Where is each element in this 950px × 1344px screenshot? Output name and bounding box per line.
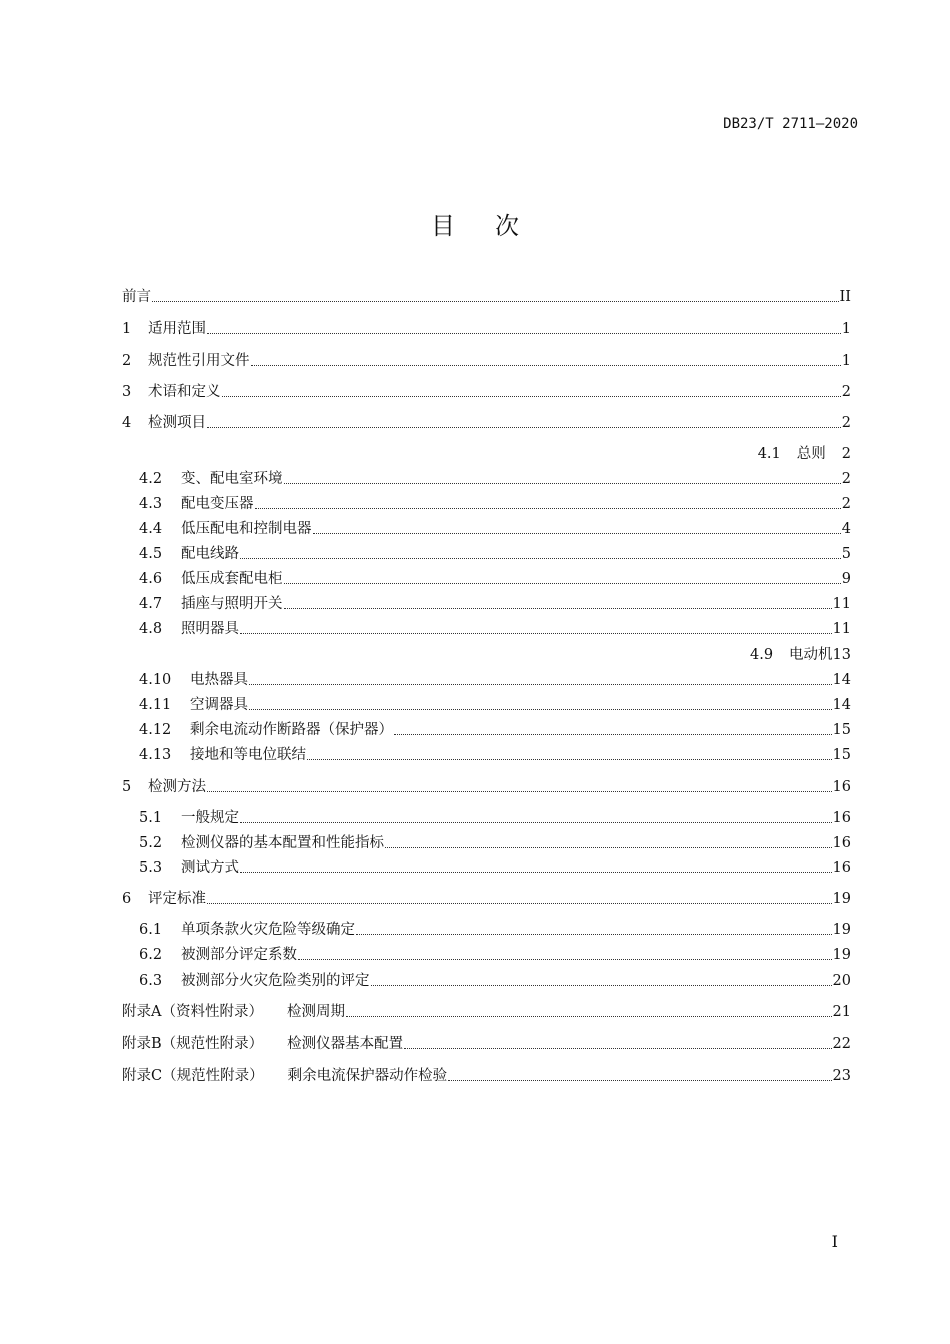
- toc-page: 16: [832, 779, 851, 795]
- toc-num: 5.3: [139, 860, 163, 876]
- leader-dots: [240, 822, 832, 823]
- title-char: 次: [495, 212, 519, 240]
- toc-entry[interactable]: [139, 720, 851, 740]
- toc-page: 1: [841, 353, 851, 369]
- toc-page: 2: [841, 384, 851, 400]
- toc-num: 附录B（规范性附录）: [122, 1036, 264, 1052]
- leader-dots: [404, 1048, 831, 1049]
- toc-num: 6.1: [139, 922, 163, 938]
- toc-text: 空调器具: [190, 697, 248, 713]
- toc-text: 检测仪器的基本配置和性能指标: [181, 835, 384, 851]
- leader-dots: [284, 483, 841, 484]
- leader-dots: [207, 903, 832, 904]
- toc-text: 适用范围: [148, 321, 206, 337]
- leader-dots: [298, 959, 832, 960]
- toc-entry[interactable]: [122, 382, 851, 402]
- leader-dots: [385, 847, 832, 848]
- toc-text: 检测周期: [286, 1004, 345, 1020]
- toc-page: 1: [841, 321, 851, 337]
- toc-entry[interactable]: [139, 858, 851, 878]
- toc-num: 4.11: [139, 697, 172, 713]
- toc-entry[interactable]: [139, 808, 851, 828]
- toc-page: 14: [832, 672, 851, 688]
- toc-page: 15: [832, 722, 851, 738]
- toc-text: 插座与照明开关: [181, 596, 283, 612]
- toc-text: 接地和等电位联结: [190, 747, 306, 763]
- toc-page: 11: [832, 621, 851, 637]
- leader-dots: [284, 583, 841, 584]
- toc-text: 电动机: [789, 647, 833, 663]
- toc-entry[interactable]: [139, 594, 851, 614]
- toc-text: 单项条款火灾危险等级确定: [181, 922, 355, 938]
- toc-entry[interactable]: [139, 569, 851, 589]
- toc-num: 6.3: [139, 973, 163, 989]
- toc-page: 22: [832, 1036, 851, 1052]
- toc-text: 变、配电室环境: [181, 471, 283, 487]
- toc-num: 附录A（资料性附录）: [122, 1004, 263, 1020]
- leader-dots: [207, 333, 841, 334]
- toc-num: 1: [122, 321, 132, 337]
- title-char: 目: [431, 212, 455, 240]
- toc-entry[interactable]: [139, 971, 851, 991]
- toc-num: 4.4: [139, 521, 163, 537]
- leader-dots: [207, 427, 841, 428]
- toc-page: 20: [832, 973, 851, 989]
- toc-num: 2: [122, 353, 132, 369]
- toc-text: 剩余电流保护器动作检验: [287, 1068, 448, 1084]
- toc-num: 4.2: [139, 471, 163, 487]
- toc-num: 4.6: [139, 571, 163, 587]
- toc-page: II: [839, 289, 851, 305]
- toc-page: 21: [832, 1004, 851, 1020]
- toc-text: 评定标准: [148, 891, 206, 907]
- toc-num: 3: [122, 384, 132, 400]
- toc-entry[interactable]: [122, 319, 851, 339]
- toc-text: 配电线路: [181, 546, 239, 562]
- toc-entry[interactable]: [139, 833, 851, 853]
- toc-num: 5.2: [139, 835, 163, 851]
- leader-dots: [249, 684, 832, 685]
- leader-dots: [222, 396, 841, 397]
- toc-num: 4: [122, 415, 132, 431]
- toc-page: 5: [841, 546, 851, 562]
- standard-code: DB23/T 2711—2020: [723, 116, 858, 132]
- toc-num: 4.1: [757, 446, 781, 462]
- leader-dots: [346, 1016, 832, 1017]
- leader-dots: [207, 791, 832, 792]
- leader-dots: [313, 533, 841, 534]
- toc-text: 低压配电和控制电器: [181, 521, 312, 537]
- leader-dots: [240, 872, 832, 873]
- toc-text: 检测方法: [148, 779, 206, 795]
- toc-num: 4.5: [139, 546, 163, 562]
- toc-text: 总则: [796, 446, 826, 462]
- toc-page: 19: [832, 891, 851, 907]
- toc-entry[interactable]: [758, 444, 851, 464]
- leader-dots: [394, 734, 832, 735]
- toc-entry[interactable]: [122, 413, 851, 433]
- toc-entry[interactable]: [122, 287, 851, 307]
- toc-page: 2: [841, 446, 851, 462]
- toc-text: 术语和定义: [148, 384, 221, 400]
- toc-num: 4.13: [139, 747, 172, 763]
- leader-dots: [255, 508, 841, 509]
- toc-page: 16: [832, 810, 851, 826]
- toc-num: 6.2: [139, 947, 163, 963]
- toc-entry[interactable]: [139, 519, 851, 539]
- toc-entry[interactable]: [122, 351, 851, 371]
- page-title: [0, 206, 950, 241]
- leader-dots: [251, 365, 841, 366]
- toc-num: 5.1: [139, 810, 163, 826]
- toc-num: 4.12: [139, 722, 172, 738]
- toc-entry[interactable]: [139, 619, 851, 639]
- toc-page: 16: [832, 860, 851, 876]
- toc-text: 前言: [122, 289, 151, 305]
- toc-page: 2: [841, 496, 851, 512]
- toc-entry[interactable]: [122, 777, 851, 797]
- page-number: I: [831, 1232, 838, 1251]
- toc-page: 15: [832, 747, 851, 763]
- toc-text: 电热器具: [190, 672, 248, 688]
- toc-page: 11: [832, 596, 851, 612]
- toc-text: 检测仪器基本配置: [287, 1036, 404, 1052]
- toc-text: 规范性引用文件: [148, 353, 250, 369]
- toc-page: 13: [832, 647, 851, 663]
- toc-text: 照明器具: [181, 621, 239, 637]
- toc-num: 5: [122, 779, 132, 795]
- toc-text: 低压成套配电柜: [181, 571, 283, 587]
- toc-entry[interactable]: [139, 670, 851, 690]
- toc-text: 剩余电流动作断路器（保护器）: [190, 722, 393, 738]
- toc-entry[interactable]: [139, 494, 851, 514]
- toc-page: 14: [832, 697, 851, 713]
- toc-page: 16: [832, 835, 851, 851]
- toc-text: 测试方式: [181, 860, 239, 876]
- toc-entry[interactable]: [122, 1002, 851, 1022]
- toc-num: 4.10: [139, 672, 172, 688]
- toc-entry[interactable]: [139, 695, 851, 715]
- toc-entry[interactable]: [122, 1034, 851, 1054]
- toc-entry[interactable]: [139, 945, 851, 965]
- leader-dots: [307, 759, 832, 760]
- leader-dots: [448, 1080, 831, 1081]
- leader-dots: [249, 709, 832, 710]
- leader-dots: [240, 633, 832, 634]
- toc-entry[interactable]: [122, 889, 851, 909]
- toc-page: 23: [832, 1068, 851, 1084]
- toc-page: 2: [841, 415, 851, 431]
- toc-entry[interactable]: [139, 544, 851, 564]
- leader-dots: [356, 934, 832, 935]
- toc-text: 一般规定: [181, 810, 239, 826]
- toc-entry[interactable]: [750, 645, 851, 665]
- toc-page: 2: [841, 471, 851, 487]
- toc-page: 19: [832, 947, 851, 963]
- toc-num: 4.7: [139, 596, 163, 612]
- toc-num: 4.3: [139, 496, 163, 512]
- toc-text: 检测项目: [148, 415, 206, 431]
- toc-entry[interactable]: [122, 1066, 851, 1086]
- toc-num: 附录C（规范性附录）: [122, 1068, 264, 1084]
- leader-dots: [240, 558, 841, 559]
- toc-page: 9: [841, 571, 851, 587]
- toc-page: 19: [832, 922, 851, 938]
- toc-text: 被测部分评定系数: [181, 947, 297, 963]
- toc-entry[interactable]: [139, 745, 851, 765]
- toc-text: 被测部分火灾危险类别的评定: [181, 973, 370, 989]
- toc-entry[interactable]: [139, 469, 851, 489]
- toc-num: 6: [122, 891, 132, 907]
- toc-num: 4.8: [139, 621, 163, 637]
- leader-dots: [152, 301, 839, 302]
- toc-num: 4.9: [749, 647, 774, 663]
- toc-entry[interactable]: [139, 920, 851, 940]
- toc-text: 配电变压器: [181, 496, 254, 512]
- leader-dots: [371, 985, 832, 986]
- leader-dots: [284, 608, 832, 609]
- toc-page: 4: [841, 521, 851, 537]
